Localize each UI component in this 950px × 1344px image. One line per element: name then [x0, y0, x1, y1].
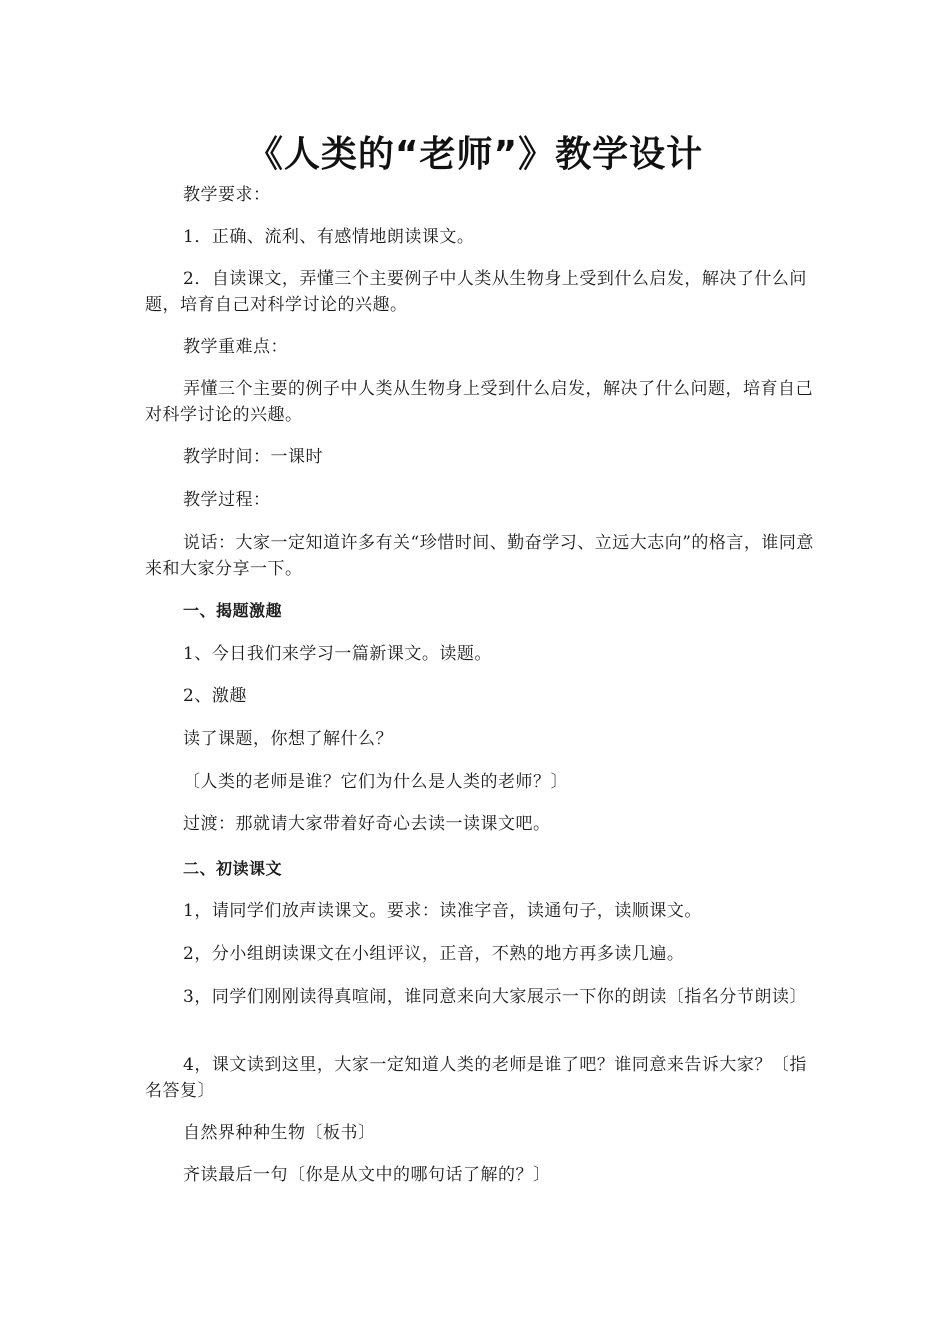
- paragraph-step-2-4: 4，课文读到这里，大家一定知道人类的老师是谁了吧？谁同意来告诉大家？〔指名答复〕: [145, 1055, 807, 1101]
- paragraph-speaking: 说话：大家一定知道许多有关“珍惜时间、勤奋学习、立远大志向”的格言，谁同意来和大家分享一下。: [145, 533, 814, 579]
- paragraph-step-2-2: 2，分小组朗读课文在小组评议，正音，不熟的地方再多读几遍。: [183, 944, 685, 964]
- document-title: 《人类的“老师”》教学设计: [246, 134, 704, 175]
- paragraph-requirement-1: 1．正确、流利、有感情地朗读课文。: [183, 227, 475, 247]
- paragraph-step-2-3: 3，同学们刚刚读得真喧闹，谁同意来向大家展示一下你的朗读〔指名分节朗读〕: [183, 987, 807, 1007]
- paragraph-board-note: 自然界种种生物〔板书〕: [183, 1123, 376, 1143]
- paragraph-step-2-1: 1，请同学们放声读课文。要求：读准字音，读通句子，读顺课文。: [183, 901, 702, 921]
- paragraph-transition: 过渡：那就请大家带着好奇心去读一读课文吧。: [183, 814, 551, 834]
- paragraph-process-heading: 教学过程：: [183, 490, 271, 510]
- paragraph-requirements-heading: 教学要求：: [183, 185, 271, 205]
- paragraph-question-hint: 〔人类的老师是谁？它们为什么是人类的老师？〕: [183, 772, 568, 792]
- paragraph-key-points-heading: 教学重难点：: [183, 337, 288, 357]
- paragraph-key-points: 弄懂三个主要的例子中人类从生物身上受到什么启发，解决了什么问题，培育自己对科学讨论的兴趣。: [145, 379, 813, 425]
- paragraph-step-1-1: 1、今日我们来学习一篇新课文。读题。: [183, 644, 492, 664]
- paragraph-teaching-time: 教学时间：一课时: [183, 447, 323, 467]
- paragraph-step-1-2: 2、激趣: [183, 686, 247, 706]
- paragraph-read-together: 齐读最后一句〔你是从文中的哪句话了解的？〕: [183, 1165, 551, 1185]
- paragraph-requirement-2: 2．自读课文，弄懂三个主要例子中人类从生物身上受到什么启发，解决了什么问题，培育自己对科学讨论的兴趣。: [145, 269, 807, 315]
- paragraph-question: 读了课题，你想了解什么？: [183, 729, 393, 749]
- section-heading-2: 二、初读课文: [183, 859, 283, 878]
- section-heading-1: 一、揭题激趣: [183, 601, 283, 620]
